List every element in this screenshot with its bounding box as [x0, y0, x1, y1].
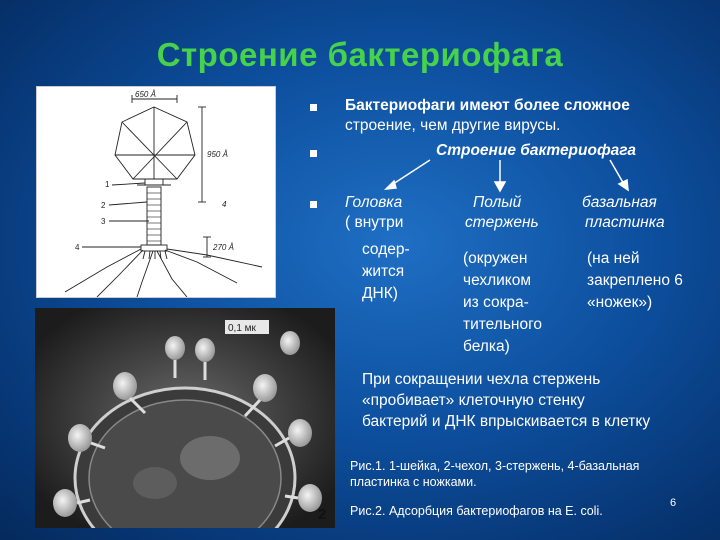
rod-title2: стержень [465, 214, 539, 231]
caption-1-line2: пластинка с ножками. [350, 475, 477, 489]
rod-line6: тительного [463, 316, 543, 333]
plate-line5: «ножек») [587, 294, 653, 311]
contraction-line2: «пробивает» клеточную стенку [362, 392, 585, 409]
plate-line4: закреплено 6 [587, 272, 683, 289]
caption-1-line1: Рис.1. 1-шейка, 2-чехол, 3-стержень, 4-базальная [350, 459, 640, 473]
head-line5: ДНК) [362, 285, 398, 302]
head-line2: ( внутри [345, 214, 404, 231]
rod-line3: (окружен [463, 250, 528, 267]
dim-bottom-label: 270 Å [213, 243, 234, 252]
mark-2: 2 [101, 201, 106, 210]
plate-title: базальная [582, 194, 657, 211]
mark-3: 3 [101, 217, 106, 226]
bullet-2-text: Строение бактериофага [436, 142, 636, 159]
bullet-1-text: Бактериофаги имеют более сложное [345, 97, 630, 114]
caption-2: Рис.2. Адсорбция бактериофагов на E. coli. [350, 504, 603, 518]
arrowhead-head [386, 181, 396, 189]
arrowhead-plate [619, 180, 628, 190]
slide-title: Строение бактериофага [156, 36, 564, 73]
contraction-line1: При сокращении чехла стержень [362, 371, 601, 388]
plate-line3: (на ней [587, 250, 640, 267]
contraction-line3: бактерий и ДНК впрыскивается в клетку [362, 413, 651, 430]
arrowhead-rod [495, 182, 505, 191]
page-number: 6 [670, 497, 677, 509]
rod-line4: чехликом [463, 272, 532, 289]
head-line4: жится [362, 263, 405, 280]
mark-4-right: 4 [222, 200, 227, 209]
dim-top-label: 650 Å [135, 90, 156, 99]
scale-label: 0,1 мк [228, 323, 256, 334]
rod-line5: из сокра- [463, 294, 529, 311]
dim-side-label: 950 Å [207, 150, 228, 159]
mark-4-left: 4 [75, 243, 80, 252]
figure2-label: 2 [318, 506, 327, 523]
rod-title: Полый [473, 194, 522, 211]
head-title: Головка [345, 194, 403, 211]
plate-title2: пластинка [585, 214, 665, 231]
arrow-head [390, 160, 430, 186]
bullet-1-line2: строение, чем другие вирусы. [345, 117, 561, 134]
mark-1: 1 [105, 180, 110, 189]
figure1-label: 1 [258, 267, 267, 284]
head-line3: содер- [362, 241, 410, 258]
rod-line7: белка) [463, 338, 510, 355]
